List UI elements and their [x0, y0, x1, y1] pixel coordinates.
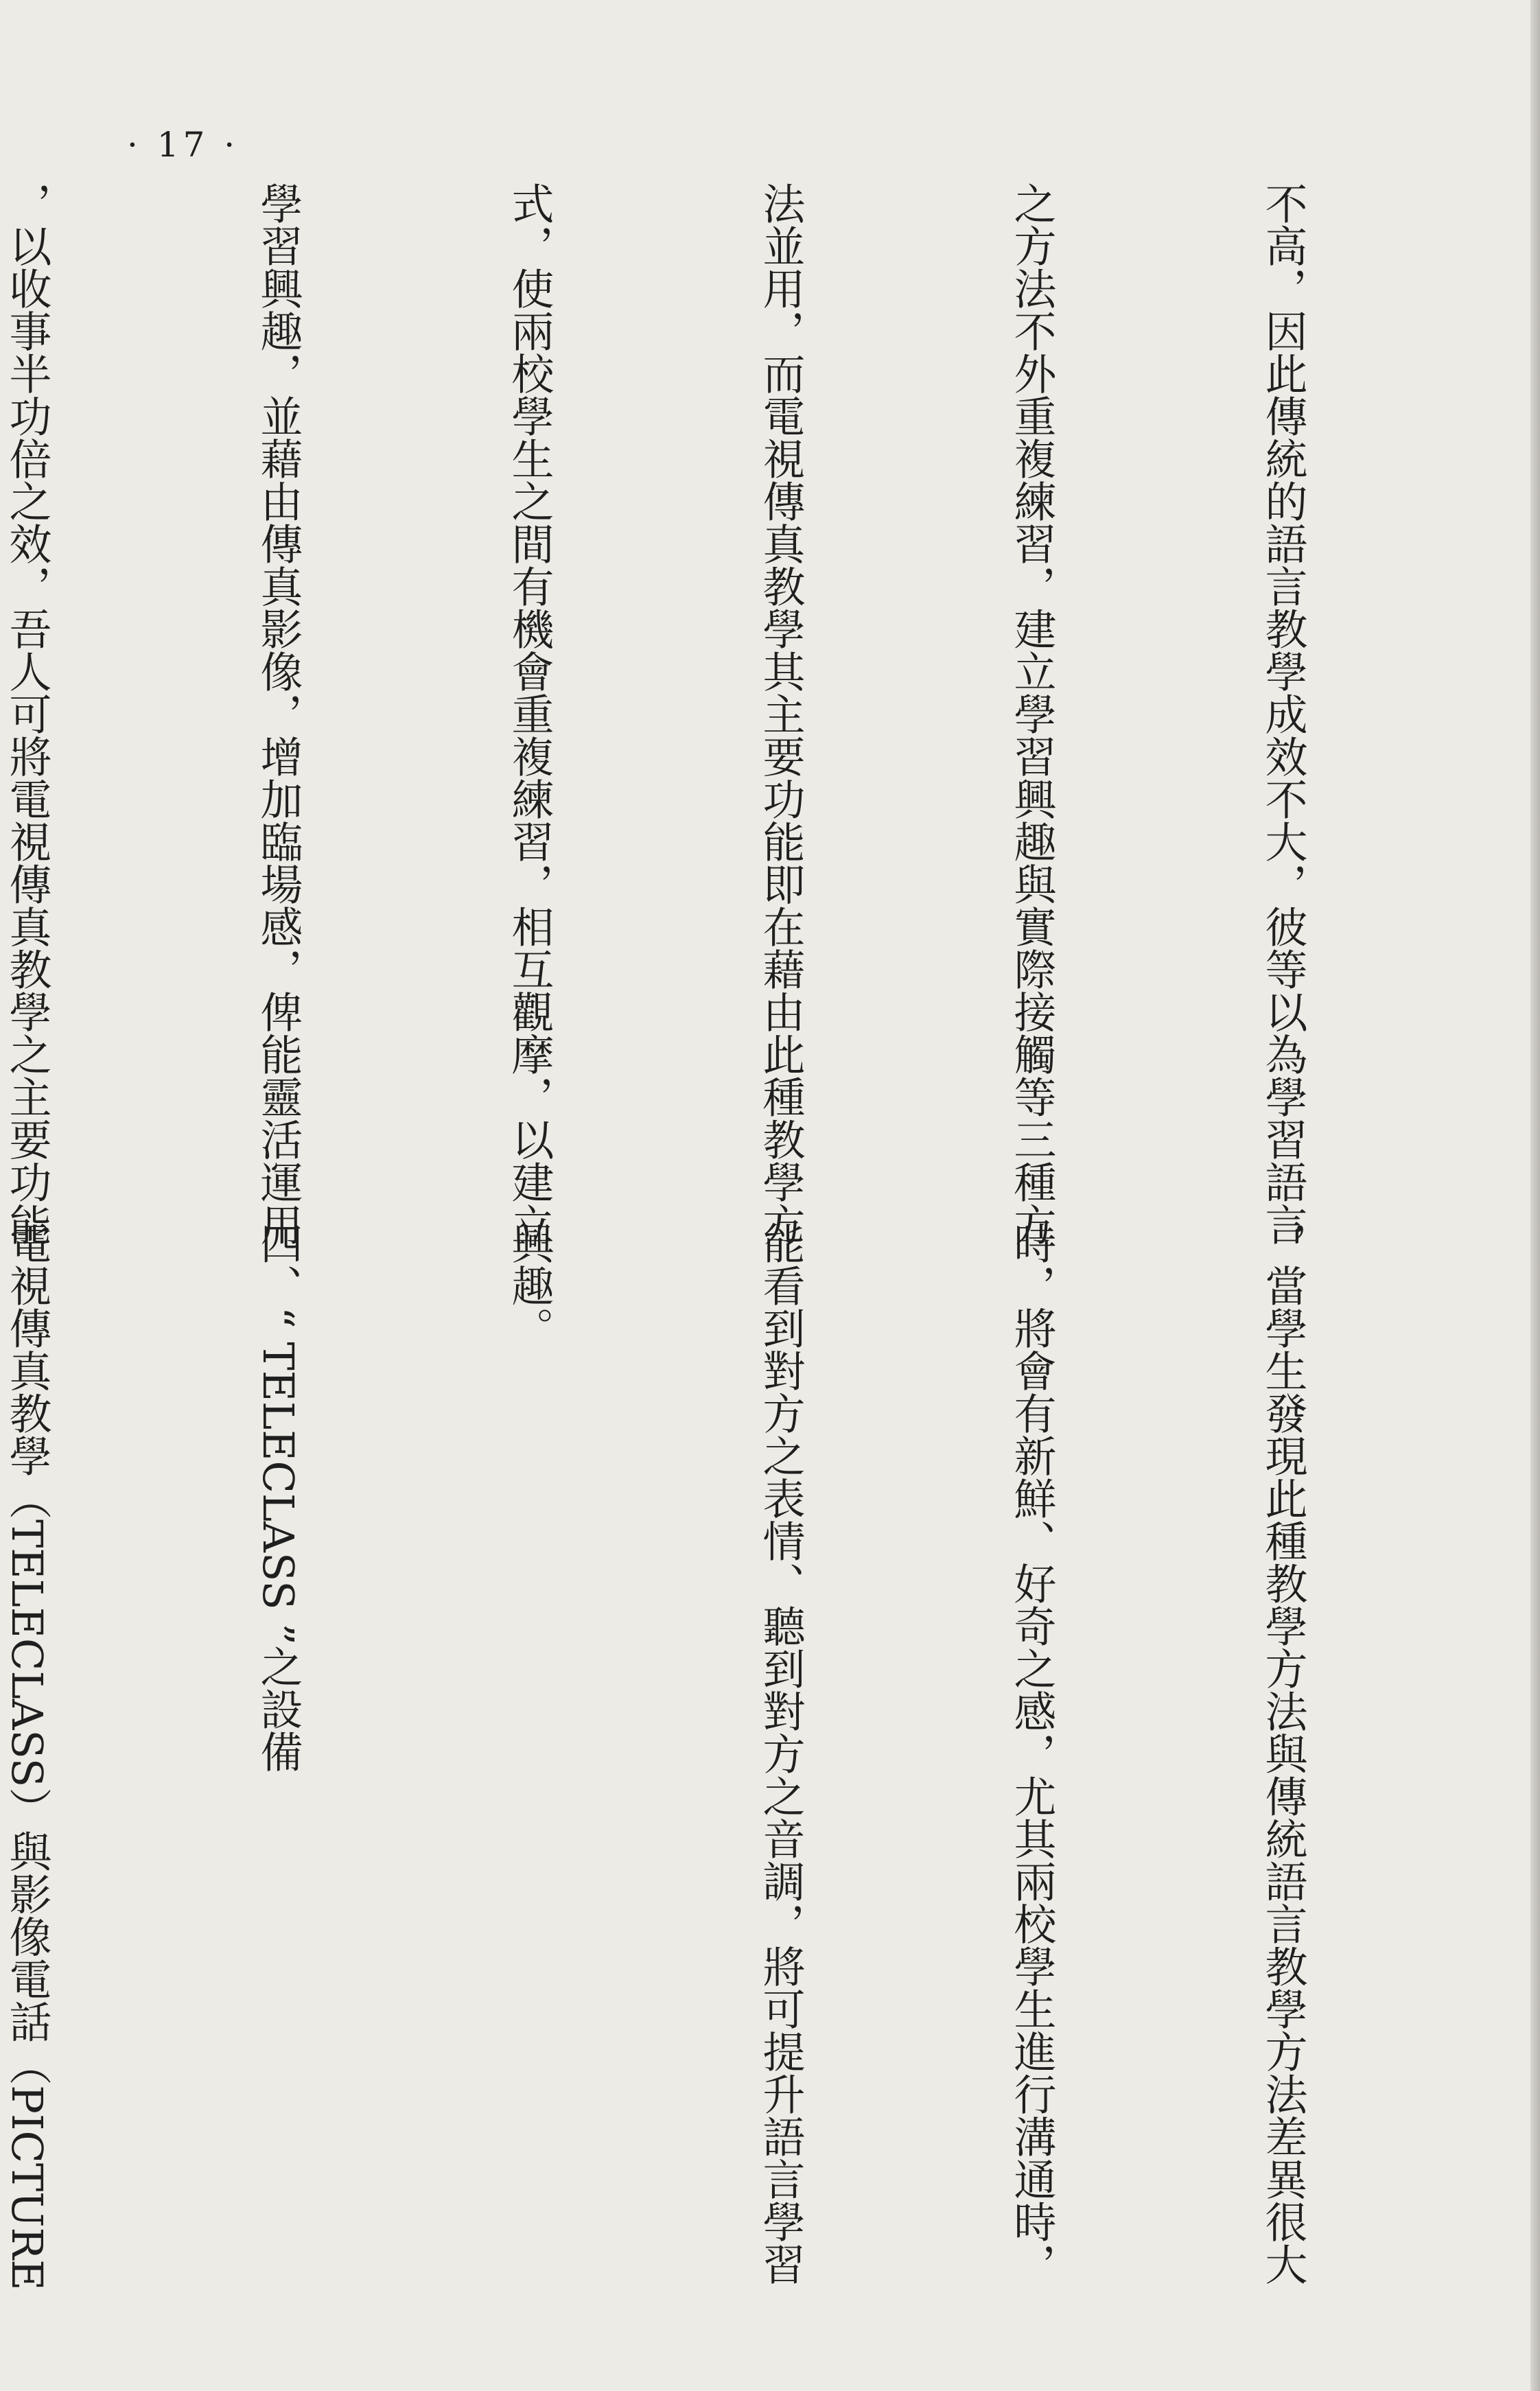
text-column: 電視傳真教學（TELECLASS）與影像電話（PICTURE: [2, 1222, 52, 2291]
page-number: · 17 ·: [127, 125, 240, 165]
page-edge: [1530, 0, 1540, 2391]
text-column: 時，將會有新鮮、好奇之感，尤其兩校學生進行溝通時，: [1007, 1222, 1057, 2285]
section-heading: 四、“ TELECLASS ”之設備: [253, 1222, 303, 1773]
text-column: ，當學生發現此種教學方法與傳統語言教學方法差異很大: [1258, 1222, 1308, 2285]
text-column: 不高，因此傳統的語言教學成效不大，彼等以為學習語言: [1258, 182, 1308, 1246]
text-column: 興趣。: [504, 1222, 555, 1349]
text-column: 學習興趣，並藉由傳真影像，增加臨場感，俾能靈活運用: [253, 182, 303, 1246]
text-column: 能看到對方之表情、聽到對方之音調，將可提升語言學習: [756, 1222, 806, 2285]
text-column: 式，使兩校學生之間有機會重複練習，相互觀摩，以建立: [504, 182, 555, 1246]
lower-text-block: [2, 1222, 1492, 2292]
text-column: 法並用，而電視傳真教學其主要功能即在藉由此種教學方: [756, 182, 806, 1246]
text-column: 之方法不外重複練習，建立學習興趣與實際接觸等三種方: [1007, 182, 1057, 1246]
text-column: ，以收事半功倍之效，吾人可將電視傳真教學之主要功能: [2, 182, 52, 1246]
upper-text-block: [2, 182, 1492, 1246]
